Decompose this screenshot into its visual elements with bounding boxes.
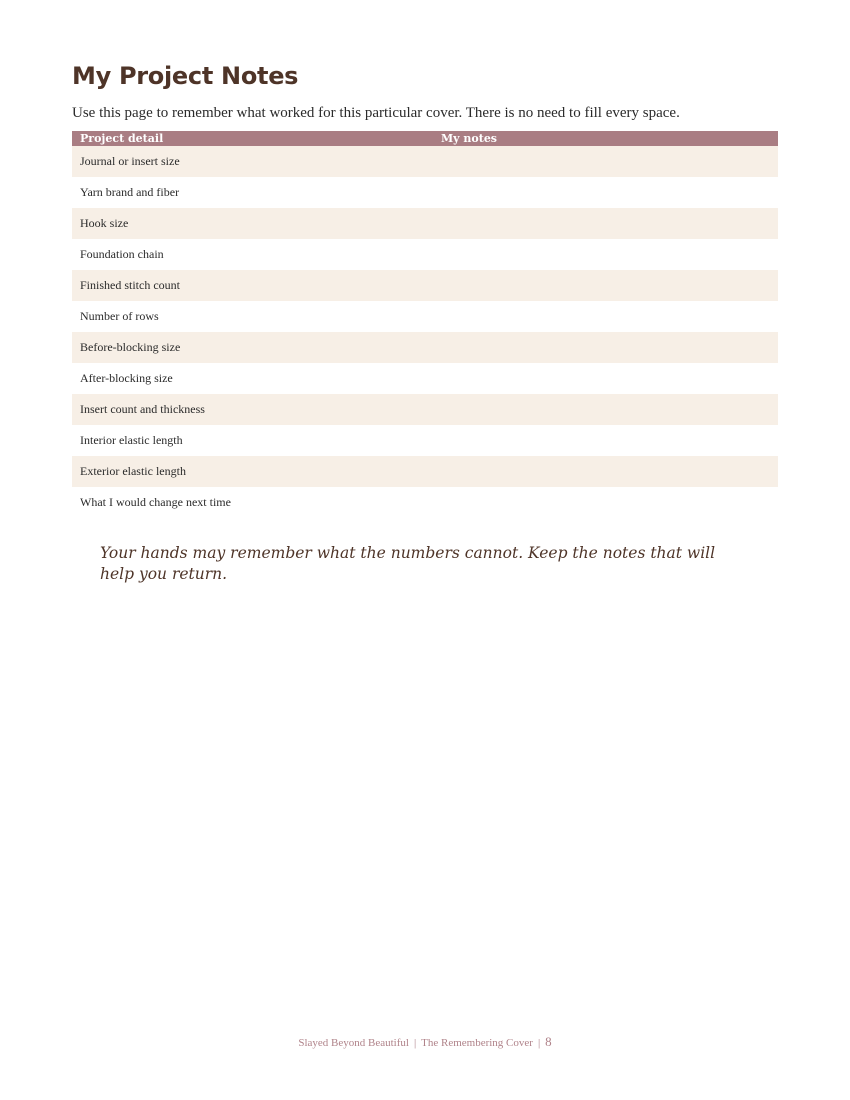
project-notes-table: [72, 131, 778, 518]
table-row: [72, 270, 778, 301]
table-header-row: [72, 131, 778, 146]
table-row: [72, 394, 778, 425]
row-detail-journal-size: Journal or insert size: [72, 146, 433, 177]
row-notes-yarn: [433, 177, 778, 208]
row-detail-hook-size: Hook size: [72, 208, 433, 239]
table-row: [72, 332, 778, 363]
table-row: [72, 487, 778, 518]
footer-separator: |: [537, 1037, 541, 1049]
row-detail-foundation-chain: Foundation chain: [80, 247, 164, 261]
row-detail-yarn: Yarn brand and fiber: [80, 185, 180, 199]
footer-separator: |: [413, 1037, 417, 1049]
table-row: [72, 177, 778, 208]
header-project-detail: Project detail: [72, 131, 433, 146]
row-notes-rows: [433, 301, 778, 332]
footer-chapter-title: The Remembering Cover: [421, 1037, 533, 1049]
footer-book-title: Slayed Beyond Beautiful: [298, 1037, 409, 1049]
row-notes-foundation-chain: [433, 239, 778, 270]
row-detail-insert-count: Insert count and thickness: [72, 394, 433, 425]
table-row: [72, 363, 778, 394]
row-detail-stitch-count: Finished stitch count: [72, 270, 433, 301]
row-notes-insert-count: [433, 394, 778, 425]
row-notes-after-blocking: [433, 363, 778, 394]
row-detail-after-blocking: After-blocking size: [80, 371, 173, 385]
row-notes-exterior-elastic: [433, 456, 778, 487]
table-row: [72, 208, 778, 239]
footer-page-number: 8: [545, 1034, 552, 1049]
header-my-notes: My notes: [433, 131, 778, 146]
closing-quote: Your hands may remember what the numbers cannot. Keep the notes that will help you return.: [100, 544, 716, 583]
row-detail-before-blocking: Before-blocking size: [72, 332, 433, 363]
row-notes-stitch-count: [433, 270, 778, 301]
page-title: My Project Notes: [72, 62, 299, 90]
page-footer: [0, 1034, 850, 1050]
row-detail-exterior-elastic: Exterior elastic length: [72, 456, 433, 487]
table-row: [72, 301, 778, 332]
row-notes-journal-size: [433, 146, 778, 177]
row-notes-before-blocking: [433, 332, 778, 363]
row-notes-change-next-time: [433, 487, 778, 518]
table-row: [72, 456, 778, 487]
intro-text: Use this page to remember what worked for this particular cover. There is no need to fill every space.: [72, 105, 680, 121]
row-notes-hook-size: [433, 208, 778, 239]
row-detail-rows: Number of rows: [80, 309, 159, 323]
row-notes-interior-elastic: [433, 425, 778, 456]
table-row: [72, 146, 778, 177]
row-detail-change-next-time: What I would change next time: [80, 495, 231, 509]
table-row: [72, 425, 778, 456]
table-row: [72, 239, 778, 270]
row-detail-interior-elastic: Interior elastic length: [80, 433, 183, 447]
